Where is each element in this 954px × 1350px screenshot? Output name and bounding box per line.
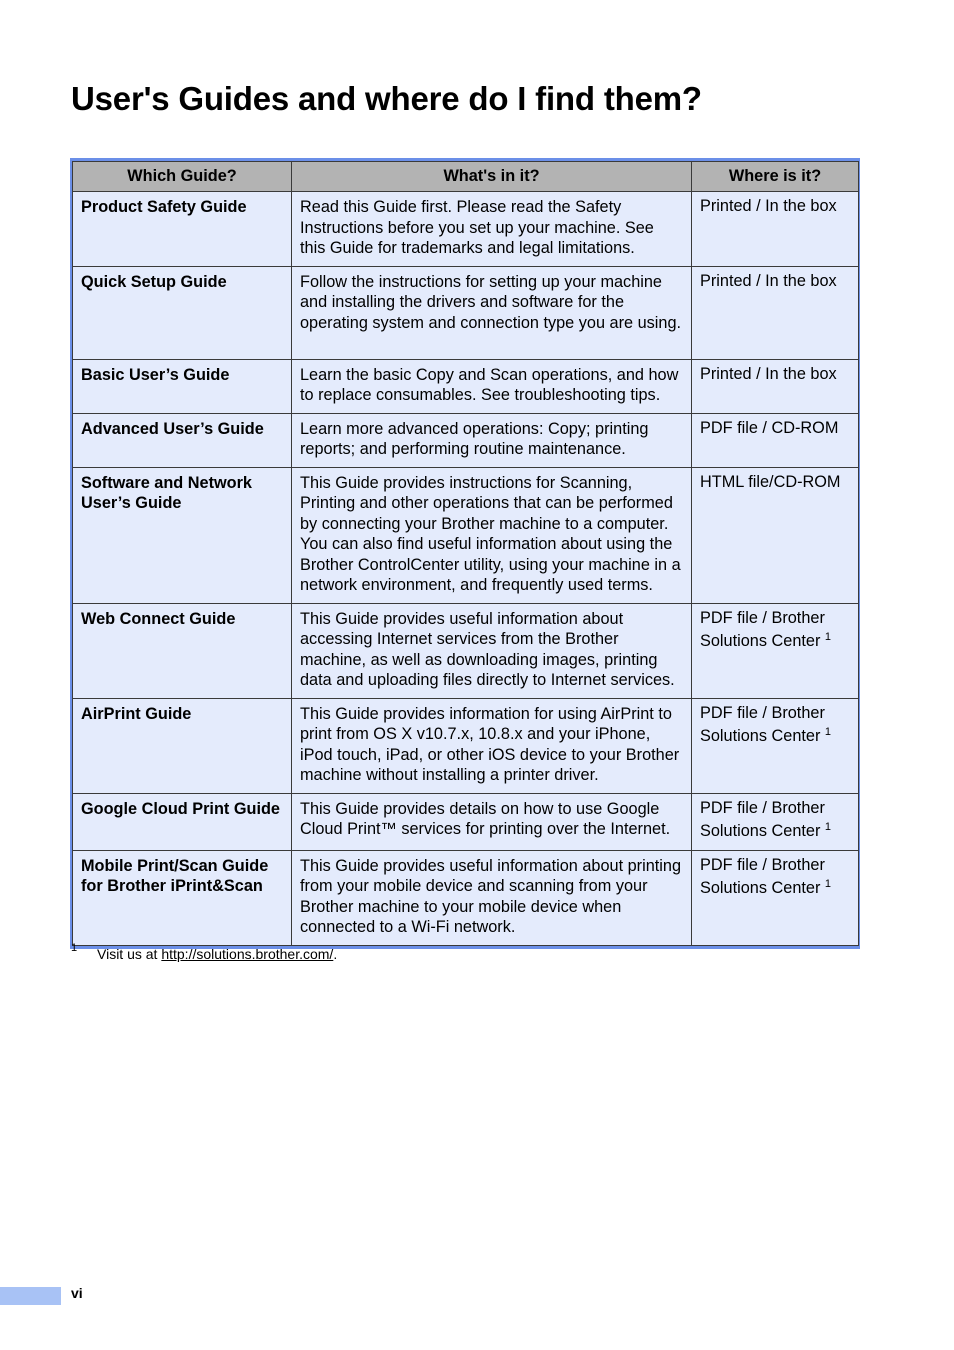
guide-name-cell: Basic User’s Guide xyxy=(73,359,292,413)
guide-location-cell xyxy=(692,467,859,603)
guide-location-text: PDF file / Brother Solutions Center xyxy=(700,703,825,745)
table-row xyxy=(73,698,859,793)
footnote-reference: 1 xyxy=(824,877,832,890)
guide-name-cell: Software and Network User’s Guide xyxy=(73,467,292,603)
footnote-reference: 1 xyxy=(824,820,832,833)
guide-contents-cell: This Guide provides useful information about printing from your mobile device and scanning from your Brother machine to your mobile device when connected to a Wi-Fi network. xyxy=(292,850,692,945)
guide-name-cell: Web Connect Guide xyxy=(73,603,292,698)
footnote-suffix: . xyxy=(333,946,338,962)
guide-contents-cell: Learn more advanced operations: Copy; printing reports; and performing routine maintenance. xyxy=(292,413,692,467)
guide-location-text: HTML file/CD-ROM xyxy=(700,472,841,491)
guide-name-cell: Product Safety Guide xyxy=(73,192,292,267)
guide-contents-cell: Read this Guide first. Please read the Safety Instructions before you set up your machine. See this Guide for trademarks and legal limitations. xyxy=(292,192,692,267)
guide-location-cell xyxy=(692,793,859,850)
guide-location-text: PDF file / Brother Solutions Center xyxy=(700,798,825,840)
footnote-reference: 1 xyxy=(824,725,832,738)
guide-contents-cell: This Guide provides details on how to use Google Cloud Print™ services for printing over the Internet. xyxy=(292,793,692,850)
guide-location-text: PDF file / Brother Solutions Center xyxy=(700,608,825,650)
page-number: vi xyxy=(71,1285,83,1301)
table-row xyxy=(73,793,859,850)
page-title: User's Guides and where do I find them? xyxy=(71,80,702,117)
guide-name-cell: AirPrint Guide xyxy=(73,698,292,793)
table-row xyxy=(73,359,859,413)
solutions-link[interactable]: http://solutions.brother.com/ xyxy=(161,946,334,962)
footnote-mark: 1 xyxy=(71,942,78,954)
footnote-text xyxy=(97,946,337,962)
guide-name-cell: Quick Setup Guide xyxy=(73,266,292,359)
table-header-row xyxy=(73,162,859,192)
footnote-prefix: Visit us at xyxy=(97,946,162,962)
guide-location-cell xyxy=(692,603,859,698)
table-row xyxy=(73,467,859,603)
guide-location-cell xyxy=(692,698,859,793)
guide-location-text: PDF file / Brother Solutions Center xyxy=(700,855,825,897)
table-row xyxy=(73,850,859,945)
guides-table xyxy=(70,158,860,949)
table-row xyxy=(73,266,859,359)
guide-location-cell xyxy=(692,266,859,359)
table-row xyxy=(73,413,859,467)
guide-location-cell xyxy=(692,192,859,267)
guide-location-text: Printed / In the box xyxy=(700,364,837,383)
column-header-where-is-it: Where is it? xyxy=(692,162,859,192)
page-tab-marker xyxy=(0,1287,61,1305)
guide-contents-cell: This Guide provides useful information about accessing Internet services from the Brother machine, as well as downloading images, printing data and uploading files directly to Internet services. xyxy=(292,603,692,698)
guide-location-text: Printed / In the box xyxy=(700,197,837,215)
column-header-whats-in-it: What's in it? xyxy=(292,162,692,192)
guide-location-cell xyxy=(692,850,859,945)
table-row xyxy=(73,192,859,267)
guide-contents-cell: This Guide provides information for using AirPrint to print from OS X v10.7.x, 10.8.x and your iPhone, iPod touch, iPad, or other iOS device to your Brother machine without installing a printer driver. xyxy=(292,698,692,793)
guide-location-text: Printed / In the box xyxy=(700,271,837,290)
table-row xyxy=(73,603,859,698)
guide-name-cell: Mobile Print/Scan Guide for Brother iPrint&Scan xyxy=(73,850,292,945)
guide-location-text: PDF file / CD-ROM xyxy=(700,418,839,437)
guide-name-cell: Google Cloud Print Guide xyxy=(73,793,292,850)
guide-contents-cell: Learn the basic Copy and Scan operations, and how to replace consumables. See troubleshooting tips. xyxy=(292,359,692,413)
guide-contents-cell: This Guide provides instructions for Scanning, Printing and other operations that can be performed by connecting your Brother machine to a computer. You can also find useful information about using the Brother ControlCenter utility, using your machine in a network environment, and frequently used terms. xyxy=(292,467,692,603)
footnote-reference: 1 xyxy=(824,630,832,643)
guide-location-cell xyxy=(692,359,859,413)
guide-name-cell: Advanced User’s Guide xyxy=(73,413,292,467)
guide-contents-cell: Follow the instructions for setting up your machine and installing the drivers and software for the operating system and connection type you are using. xyxy=(292,266,692,359)
column-header-which-guide: Which Guide? xyxy=(73,162,292,192)
guide-location-cell xyxy=(692,413,859,467)
